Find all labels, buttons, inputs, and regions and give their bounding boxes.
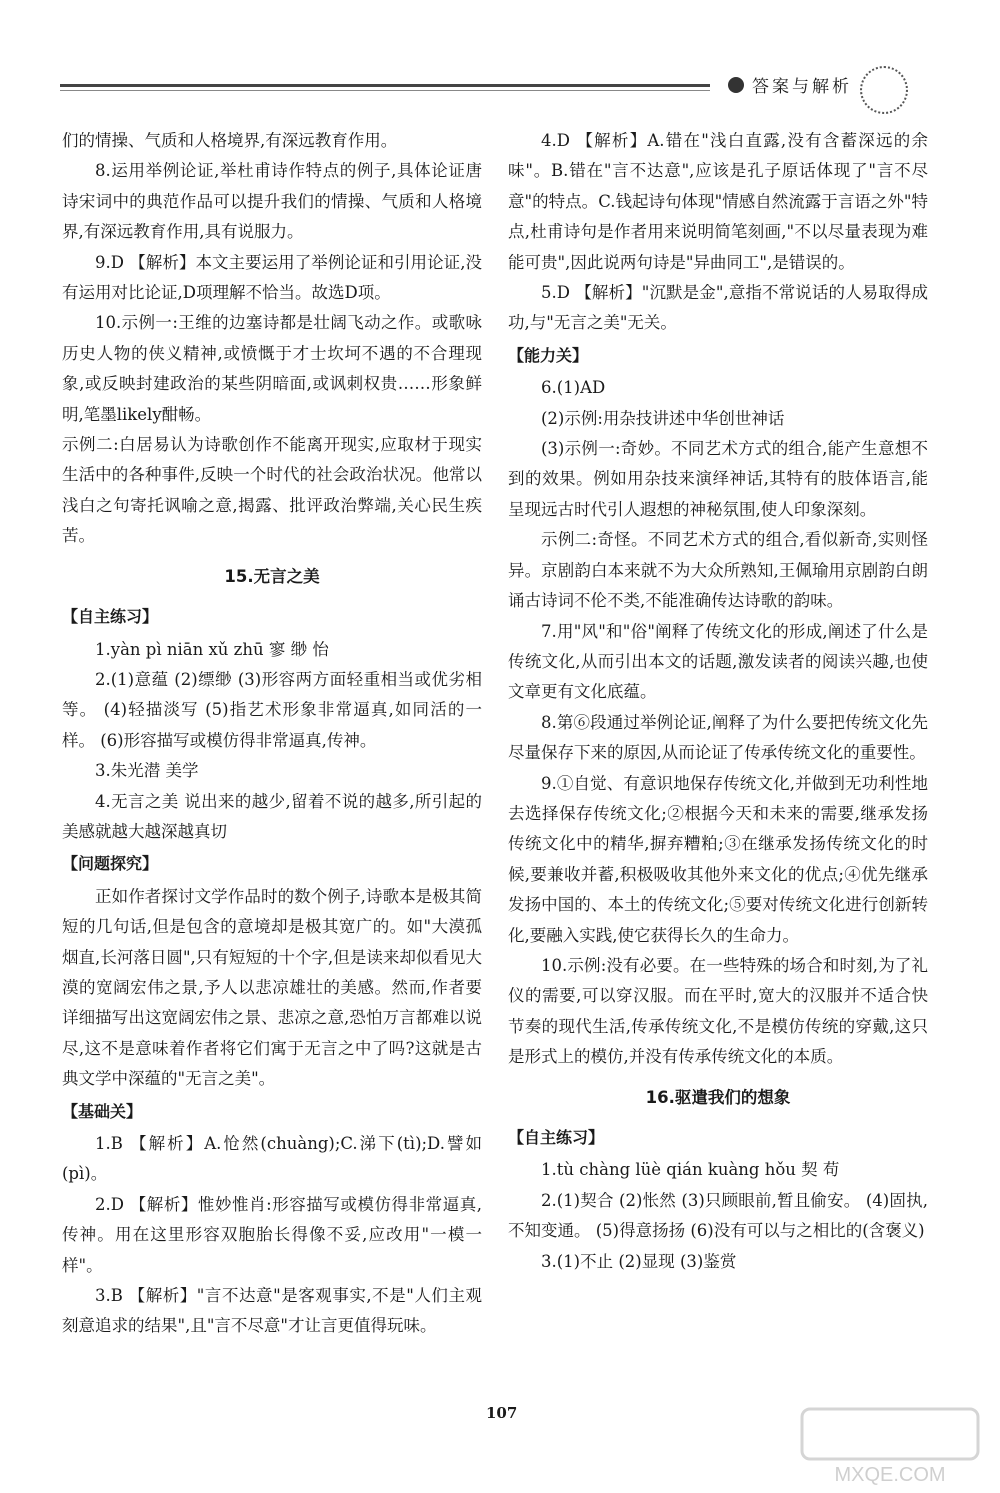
answer-paragraph: 2.(1)契合 (2)怅然 (3)只顾眼前,暂且偷安。 (4)固执,不知变通。 (5)得意扬扬 (6)没有可以与之相比的(含褒义): [508, 1190, 928, 1241]
answer-paragraph: 4.D 【解析】A.错在"浅白直露,没有含蓄深远的余味"。B.错在"言不达意",应该是孔子原话体现了"言不尽意"的特点。C.钱起诗句体现"情感自然流露于言语之外"特点,杜甫诗句是作者用来说明简笔刻画,"不以尽量表现为难能可贵",因此说两句诗是"异曲同工",是错误的。: [508, 131, 928, 272]
section-label: 【基础关】: [62, 1101, 143, 1121]
section-label: 【自主练习】: [62, 607, 159, 627]
header-rule-thin: [60, 90, 710, 91]
lesson-heading: 16.驱遣我们的想象: [645, 1087, 791, 1107]
right-column: [508, 126, 928, 1277]
section-label: 【自主练习】: [508, 1128, 605, 1147]
answer-paragraph: 7.用"风"和"俗"阐释了传统文化的形成,阐述了什么是传统文化,从而引出本文的话题,激发读者的阅读兴趣,也使文章更有文化底蕴。: [508, 621, 928, 702]
answer-paragraph: 2.(1)意蕴 (2)缥缈 (3)形容两方面轻重相当或优劣相等。 (4)轻描淡写 (5)指艺术形象非常逼真,如同活的一样。 (6)形容描写或模仿得非常逼真,传神。: [62, 669, 482, 750]
bullet-icon: [728, 77, 744, 93]
answer-paragraph: 3.B 【解析】"言不达意"是客观事实,不是"人们主观刻意追求的结果",且"言不尽意"才让言更值得玩味。: [62, 1286, 482, 1336]
answer-paragraph: 9.D 【解析】本文主要运用了举例论证和引用论证,没有运用对比论证,D项理解不恰当。故选D项。: [62, 252, 482, 303]
watermark-logo: [800, 1407, 980, 1487]
answer-paragraph: (3)示例一:奇妙。不同艺术方式的组合,能产生意想不到的效果。例如用杂技来演绎神话,其特有的肢体语言,能呈现远古时代引人遐想的神秘氛围,使人印象深刻。: [508, 439, 928, 519]
answer-paragraph: 1.B 【解析】A.怆然(chuàng);C.涕下(tì);D.譬如(pì)。: [62, 1134, 482, 1184]
header-title: 答案与解析: [752, 77, 852, 97]
answer-paragraph: 1.yàn pì niān xǔ zhū 寥 缈 怡: [95, 639, 329, 659]
lesson-heading: 15.无言之美: [224, 566, 320, 586]
page-number: 107: [486, 1404, 518, 1422]
answer-paragraph: 1.tù chàng lüè qián kuàng hǒu 契 苟: [541, 1160, 840, 1180]
header-rule: [60, 84, 710, 87]
answer-paragraph: 3.(1)不止 (2)显现 (3)鉴赏: [541, 1251, 737, 1271]
answer-paragraph: 9.①自觉、有意识地保存传统文化,并做到无功利性地去选择保存传统文化;②根据今天和未来的需要,继承发扬传统文化中的精华,摒弃糟粕;③在继承发扬传统文化的时候,要兼收并蓄,积极吸收其他外来文化的优点;④优先继承发扬中国的、本土的传统文化;⑤要对传统文化进行创新转化,要融入实践,使它获得长久的生命力。: [508, 773, 928, 945]
answer-paragraph: (2)示例:用杂技讲述中华创世神话: [541, 408, 785, 428]
section-label: 【能力关】: [508, 345, 589, 365]
answer-paragraph: 8.运用举例论证,举杜甫诗作特点的例子,具体论证唐诗宋词中的典范作品可以提升我们的情操、气质和人格境界,有深远教育作用,具有说服力。: [62, 161, 482, 242]
left-column: [62, 126, 482, 1342]
answer-paragraph: 10.示例一:王维的边塞诗都是壮阔飞动之作。或歌咏历史人物的侠义精神,或愤慨于才士坎坷不遇的不合理现象,或反映封建政治的某些阴暗面,或讽刺权贵……形象鲜明,笔墨likely酣畅。: [62, 313, 482, 424]
section-label: 【问题探究】: [62, 854, 159, 874]
answer-paragraph: 8.第⑥段通过举例论证,阐释了为什么要把传统文化先尽量保存下来的原因,从而论证了传承传统文化的重要性。: [508, 712, 928, 763]
answer-paragraph: 5.D 【解析】"沉默是金",意指不常说话的人易取得成功,与"无言之美"无关。: [508, 283, 928, 333]
answer-paragraph: 2.D 【解析】惟妙惟肖:形容描写或模仿得非常逼真,传神。用在这里形容双胞胎长得像不妥,应改用"一模一样"。: [62, 1194, 482, 1275]
answer-paragraph: 正如作者探讨文学作品时的数个例子,诗歌本是极其简短的几句话,但是包含的意境却是极其宽广的。如"大漠孤烟直,长河落日圆",只有短短的十个字,但是读来却似看见大漠的宽阔宏伟之景,予人以悲凉雄壮的美感。然而,作者要详细描写出这宽阔宏伟之景、悲凉之意,恐怕万言都难以说尽,这不是意味着作者将它们寓于无言之中了吗?这就是古典文学中深蕴的"无言之美"。: [62, 886, 482, 1089]
ornament-icon: [860, 66, 908, 114]
answer-paragraph: 们的情操、气质和人格境界,有深远教育作用。: [62, 131, 398, 150]
answer-paragraph: 4.无言之美 说出来的越少,留着不说的越多,所引起的美感就越大越深越真切: [62, 791, 482, 841]
answer-paragraph: 6.(1)AD: [541, 378, 606, 398]
answer-paragraph: 示例二:奇怪。不同艺术方式的组合,看似新奇,实则怪异。京剧韵白本来就不为大众所熟知,王佩瑜用京剧韵白朗诵古诗词不伦不类,不能准确传达诗歌的韵味。: [508, 530, 928, 611]
answer-paragraph: 示例二:白居易认为诗歌创作不能离开现实,应取材于现实生活中的各种事件,反映一个时代的社会政治状况。他常以浅白之句寄托讽喻之意,揭露、批评政治弊端,关心民生疾苦。: [62, 435, 482, 546]
svg-text:MXQE.COM: MXQE.COM: [834, 1464, 946, 1486]
answer-paragraph: 10.示例:没有必要。在一些特殊的场合和时刻,为了礼仪的需要,可以穿汉服。而在平时,宽大的汉服并不适合快节奏的现代生活,传承传统文化,不是模仿传统的穿戴,这只是形式上的模仿,并没有传承传统文化的本质。: [508, 955, 928, 1067]
page-header: [60, 66, 940, 116]
answer-paragraph: 3.朱光潜 美学: [95, 761, 199, 781]
